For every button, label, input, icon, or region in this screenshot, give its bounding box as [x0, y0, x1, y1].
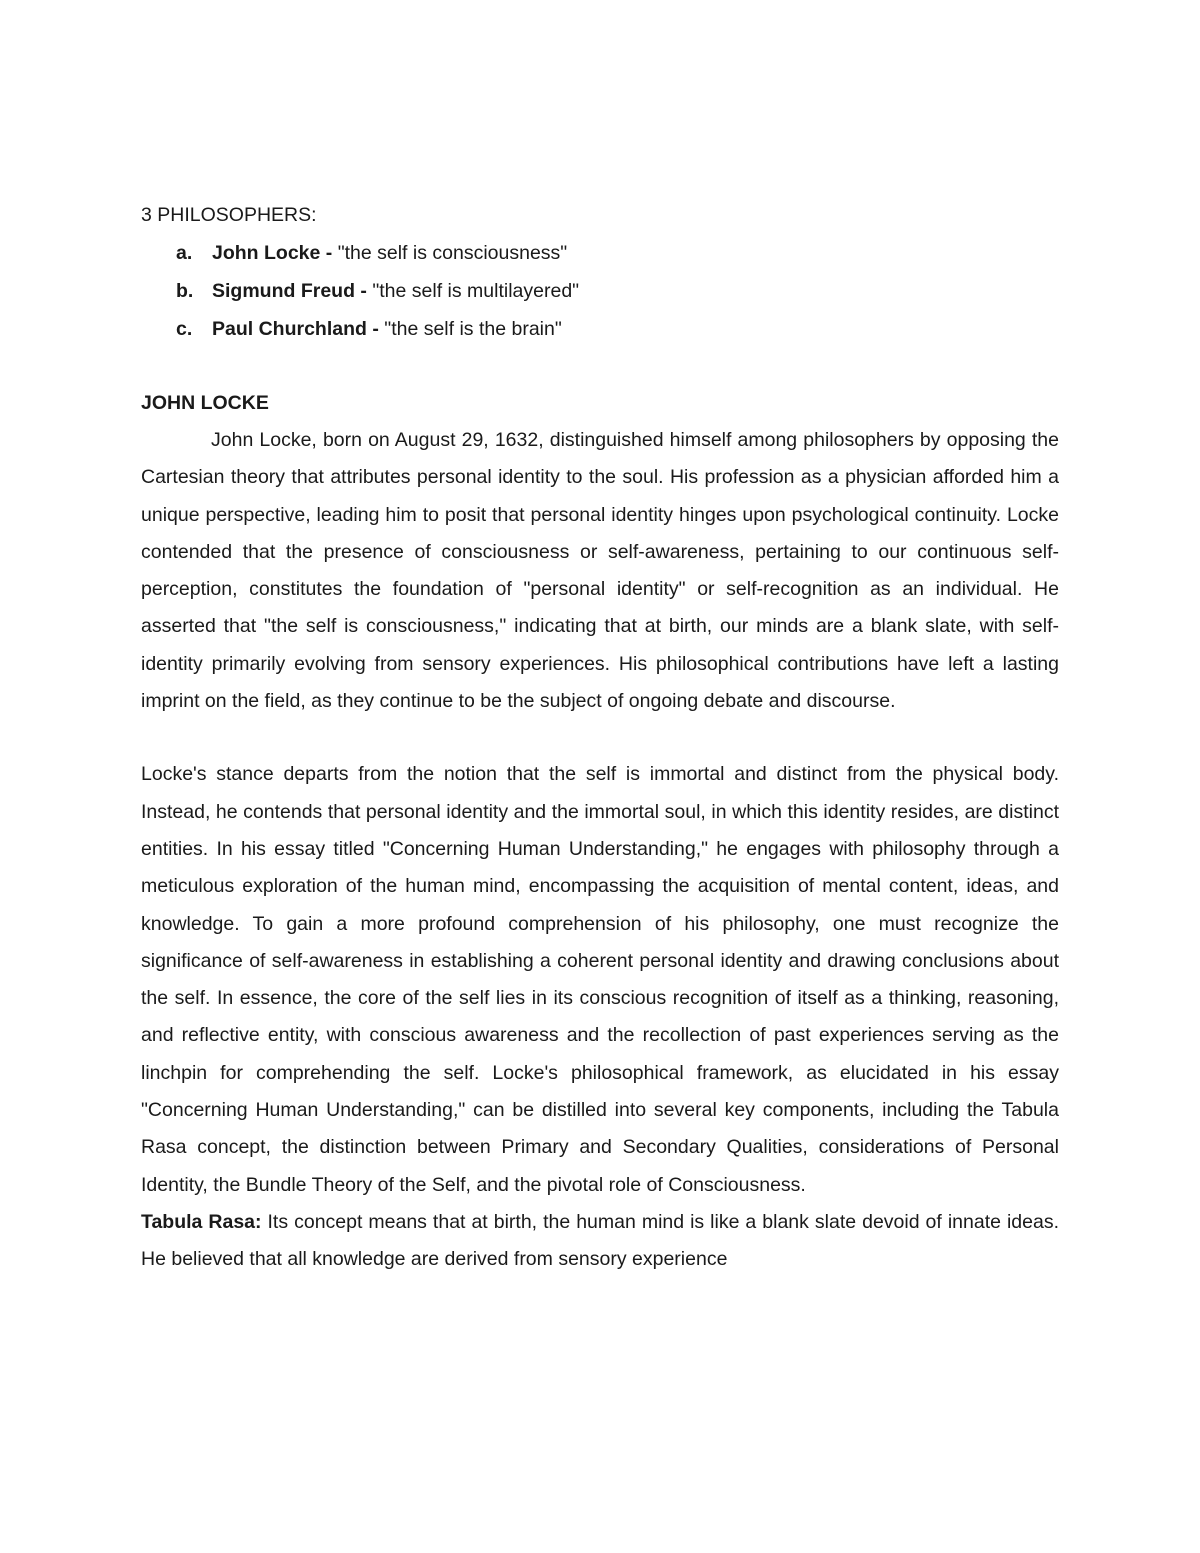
body-paragraph: John Locke, born on August 29, 1632, distinguished himself among philosophers by opposing the Cartesian theory that attributes personal identity to the soul. His profession as a physician afforded him a unique perspective, leading him to posit that personal identity hinges upon psychological continuity. Locke contended that the presence of consciousness or self-awareness, pertaining to our continuous self-perception, constitutes the foundation of "personal identity" or self-recognition as an individual. He asserted that "the self is consciousness," indicating that at birth, our minds are a blank slate, with self-identity primarily evolving from sensory experiences. His philosophical contributions have left a lasting imprint on the field, as they continue to be the subject of ongoing debate and discourse. — [141, 429, 1059, 713]
philosopher-name: Paul Churchland - — [212, 318, 385, 340]
tabula-rasa-paragraph — [141, 1204, 1059, 1279]
philosopher-quote: "the self is consciousness" — [337, 242, 568, 264]
section-heading: JOHN LOCKE — [141, 392, 269, 414]
philosopher-name: John Locke - — [212, 242, 338, 264]
list-marker: c. — [176, 318, 193, 340]
tabula-rasa-text: Its concept means that at birth, the human mind is like a blank slate devoid of innate ideas. He believed that all knowledge are derived from sensory experience — [141, 1210, 1059, 1271]
philosopher-quote: "the self is the brain" — [384, 318, 562, 340]
list-item — [141, 272, 1059, 310]
list-marker: a. — [176, 242, 193, 264]
philosopher-name: Sigmund Freud - — [212, 280, 373, 302]
document-page — [141, 196, 1059, 1279]
philosophers-list — [141, 234, 1059, 348]
list-item — [141, 234, 1059, 272]
philosopher-quote: "the self is multilayered" — [372, 280, 580, 302]
list-item — [141, 310, 1059, 348]
body-paragraph: Locke's stance departs from the notion that the self is immortal and distinct from the physical body. Instead, he contends that personal identity and the immortal soul, in which this identity resides, are distinct entities. In his essay titled "Concerning Human Understanding," he engages with philosophy through a meticulous exploration of the human mind, encompassing the acquisition of mental content, ideas, and knowledge. To gain a more profound comprehension of his philosophy, one must recognize the significance of self-awareness in establishing a coherent personal identity and drawing conclusions about the self. In essence, the core of the self lies in its conscious recognition of itself as a thinking, reasoning, and reflective entity, with conscious awareness and the recollection of past experiences serving as the linchpin for comprehending the self. Locke's philosophical framework, as elucidated in his essay "Concerning Human Understanding," can be distilled into several key components, including the Tabula Rasa concept, the distinction between Primary and Secondary Qualities, considerations of Personal Identity, the Bundle Theory of the Self, and the pivotal role of Consciousness. — [141, 763, 1059, 1196]
tabula-rasa-term: Tabula Rasa: — [141, 1210, 262, 1233]
list-marker: b. — [176, 280, 194, 302]
intro-heading: 3 PHILOSOPHERS: — [141, 204, 317, 226]
